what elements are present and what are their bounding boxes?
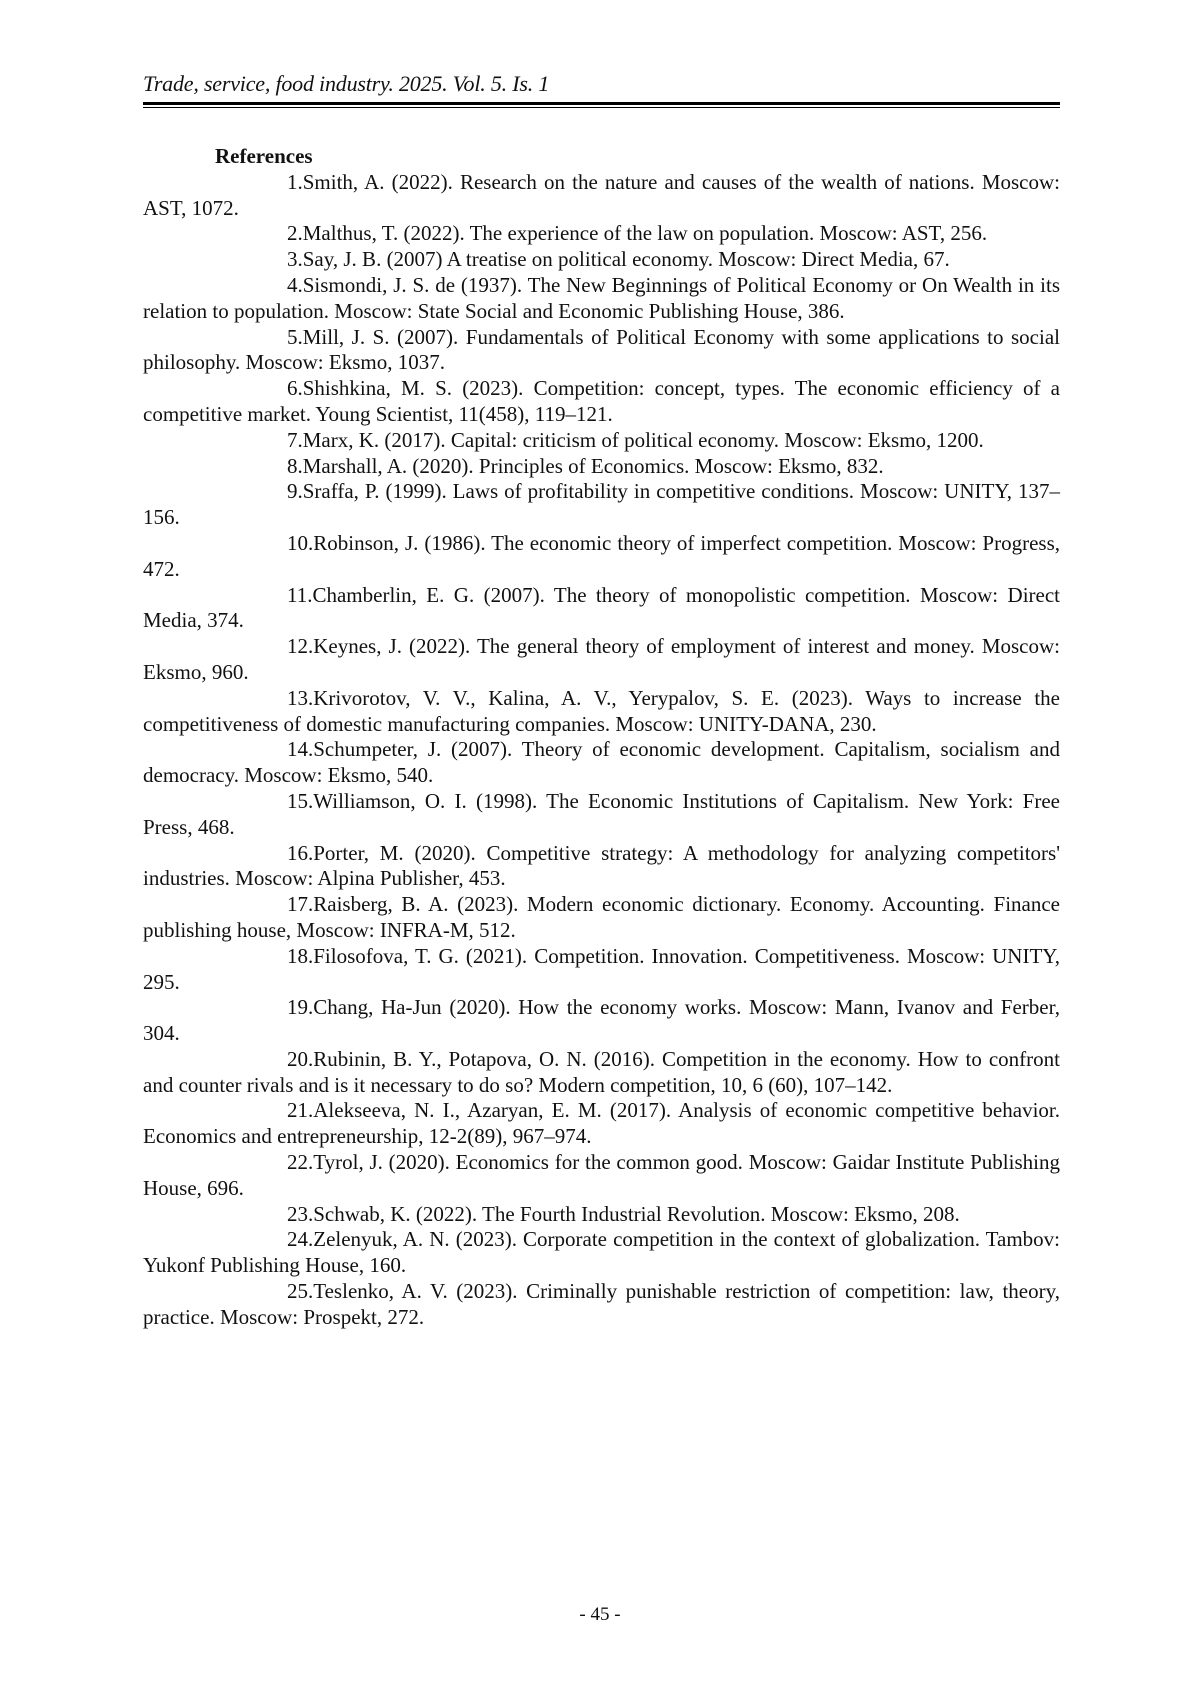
reference-number: 22.	[287, 1150, 314, 1175]
reference-text: Krivorotov, V. V., Kalina, A. V., Yerypalov, S. E. (2023). Ways to increase the competitiveness of domestic manufacturing companies. Moscow: UNITY-DANA, 230.	[143, 685, 1060, 736]
references-heading: References	[215, 144, 313, 168]
reference-item	[143, 221, 1060, 247]
reference-number: 21.	[287, 1098, 314, 1123]
reference-number: 18.	[287, 943, 314, 968]
reference-item	[143, 892, 1060, 944]
page-number: - 45 -	[579, 1604, 621, 1625]
reference-item	[143, 479, 1060, 531]
reference-text: Say, J. B. (2007) A treatise on political economy. Moscow: Direct Media, 67.	[302, 247, 950, 272]
reference-number: 2.	[287, 221, 303, 246]
references-section	[143, 144, 1060, 1331]
reference-text: Schwab, K. (2022). The Fourth Industrial Revolution. Moscow: Eksmo, 208.	[313, 1201, 960, 1226]
reference-number: 8.	[287, 453, 303, 478]
header-rule-thin	[143, 107, 1060, 108]
reference-item	[143, 273, 1060, 325]
reference-item	[143, 634, 1060, 686]
reference-text: Tyrol, J. (2020). Economics for the common good. Moscow: Gaidar Institute Publishing House, 696.	[143, 1150, 1060, 1200]
reference-text: Rubinin, B. Y., Potapova, O. N. (2016). Competition in the economy. How to confront and counter rivals and is it necessary to do so? Modern competition, 10, 6 (60), 107–142.	[143, 1046, 1060, 1097]
reference-number: 7.	[287, 427, 303, 452]
reference-item	[143, 1150, 1060, 1202]
reference-item	[143, 531, 1060, 583]
reference-number: 3.	[287, 247, 303, 272]
reference-item	[143, 841, 1060, 893]
reference-item	[143, 1279, 1060, 1331]
reference-number: 16.	[287, 840, 314, 865]
reference-item	[143, 686, 1060, 738]
reference-text: Raisberg, B. A. (2023). Modern economic dictionary. Economy. Accounting. Finance publishing house, Moscow: INFRA-M, 512.	[143, 892, 1060, 942]
reference-text: Sismondi, J. S. de (1937). The New Beginnings of Political Economy or On Wealth in its relation to population. Moscow: State Social and Economic Publishing House, 386.	[143, 272, 1060, 323]
reference-number: 9.	[287, 479, 303, 504]
reference-text: Smith, A. (2022). Research on the nature and causes of the wealth of nations. Moscow: AST, 1072.	[143, 169, 1060, 220]
reference-text: Marshall, A. (2020). Principles of Economics. Moscow: Eksmo, 832.	[302, 453, 884, 478]
reference-text: Porter, M. (2020). Competitive strategy: A methodology for analyzing competitors' industries. Moscow: Alpina Publisher, 453.	[143, 840, 1060, 891]
reference-text: Robinson, J. (1986). The economic theory of imperfect competition. Moscow: Progress, 472.	[143, 530, 1060, 581]
reference-number: 23.	[287, 1201, 314, 1226]
reference-item	[143, 995, 1060, 1047]
reference-item	[143, 737, 1060, 789]
reference-item	[143, 944, 1060, 996]
reference-text: Shishkina, M. S. (2023). Competition: concept, types. The economic efficiency of a competitive market. Young Scientist, 11(458), 119–121.	[143, 376, 1060, 426]
reference-item	[143, 1047, 1060, 1099]
reference-item	[143, 583, 1060, 635]
reference-number: 20.	[287, 1046, 314, 1071]
reference-text: Mill, J. S. (2007). Fundamentals of Political Economy with some applications to social philosophy. Moscow: Eksmo, 1037.	[143, 324, 1060, 375]
reference-item	[143, 376, 1060, 428]
reference-number: 19.	[287, 995, 314, 1020]
reference-list	[143, 170, 1060, 1331]
reference-item	[143, 428, 1060, 454]
running-header	[143, 70, 1060, 110]
reference-text: Filosofova, T. G. (2021). Competition. Innovation. Competitiveness. Moscow: UNITY, 295.	[143, 943, 1060, 994]
reference-number: 17.	[287, 892, 314, 917]
reference-item	[143, 170, 1060, 222]
reference-number: 5.	[287, 324, 303, 349]
reference-item	[143, 247, 1060, 273]
reference-number: 25.	[287, 1279, 314, 1304]
reference-number: 14.	[287, 737, 314, 762]
reference-item	[143, 789, 1060, 841]
reference-text: Marx, K. (2017). Capital: criticism of political economy. Moscow: Eksmo, 1200.	[302, 427, 984, 452]
reference-number: 24.	[287, 1227, 314, 1252]
reference-number: 13.	[287, 685, 314, 710]
reference-item	[143, 325, 1060, 377]
header-rule	[143, 102, 1060, 110]
reference-item	[143, 454, 1060, 480]
reference-text: Williamson, O. I. (1998). The Economic Institutions of Capitalism. New York: Free Press, 468.	[143, 788, 1060, 839]
reference-item	[143, 1098, 1060, 1150]
reference-number: 11.	[287, 582, 313, 607]
reference-number: 6.	[287, 376, 303, 401]
reference-text: Teslenko, A. V. (2023). Criminally punishable restriction of competition: law, theory, practice. Moscow: Prospekt, 272.	[143, 1279, 1060, 1329]
reference-number: 15.	[287, 788, 314, 813]
reference-item	[143, 1202, 1060, 1228]
reference-number: 4.	[287, 272, 303, 297]
reference-text: Alekseeva, N. I., Azaryan, E. M. (2017). Analysis of economic competitive behavior. Economics and entrepreneurship, 12-2(89), 967–974.	[143, 1098, 1060, 1149]
reference-text: Zelenyuk, A. N. (2023). Corporate competition in the context of globalization. Tambov: Yukonf Publishing House, 160.	[143, 1227, 1060, 1278]
reference-number: 12.	[287, 634, 314, 659]
journal-title: Trade, service, food industry. 2025. Vol. 5. Is. 1	[143, 71, 550, 96]
reference-text: Keynes, J. (2022). The general theory of employment of interest and money. Moscow: Eksmo, 960.	[143, 634, 1060, 684]
reference-text: Sraffa, P. (1999). Laws of profitability in competitive conditions. Moscow: UNITY, 137–156.	[143, 479, 1060, 530]
reference-text: Chamberlin, E. G. (2007). The theory of monopolistic competition. Moscow: Direct Media, 374.	[143, 582, 1060, 633]
reference-number: 10.	[287, 530, 314, 555]
reference-item	[143, 1227, 1060, 1279]
reference-text: Schumpeter, J. (2007). Theory of economic development. Capitalism, socialism and democracy. Moscow: Eksmo, 540.	[143, 737, 1060, 788]
reference-text: Chang, Ha-Jun (2020). How the economy works. Moscow: Mann, Ivanov and Ferber, 304.	[143, 995, 1060, 1046]
reference-text: Malthus, T. (2022). The experience of the law on population. Moscow: AST, 256.	[302, 221, 988, 246]
reference-number: 1.	[287, 169, 303, 194]
header-rule-thick	[143, 102, 1060, 105]
